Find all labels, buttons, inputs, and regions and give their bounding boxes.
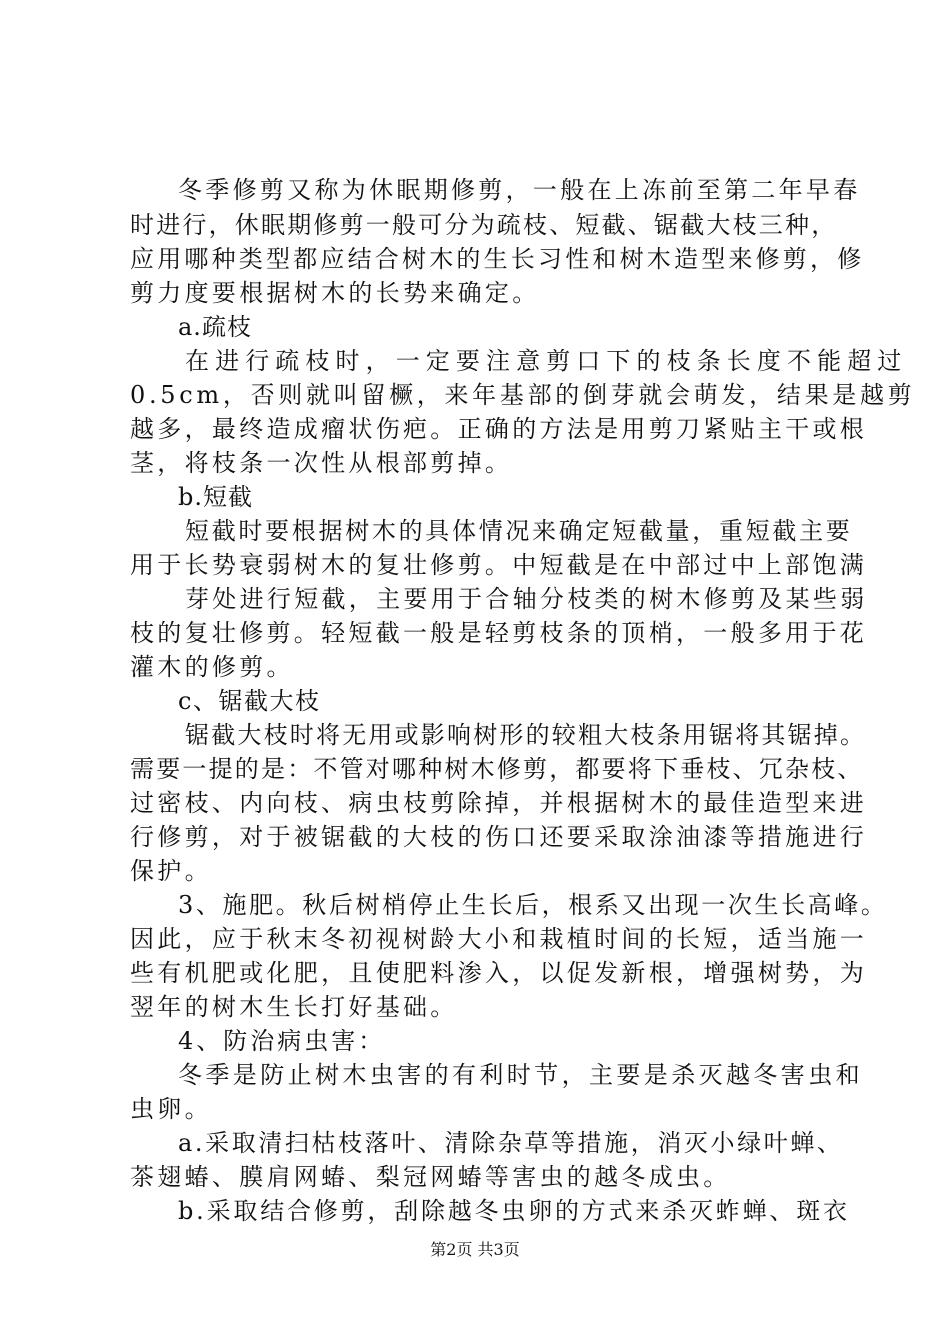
text-line: 些有机肥或化肥，且使肥料渗入，以促发新根，增强树势，为 [130,959,868,987]
text-line: 冬季修剪又称为休眠期修剪，一般在上冻前至第二年早春 [178,176,861,204]
text-line: 灌木的修剪。 [130,653,294,681]
page-footer [0,1240,950,1260]
text-line: 应用哪种类型都应结合树木的生长习性和树木造型来修剪，修 [130,245,865,273]
section-heading: b.短截 [178,483,253,511]
text-line: 用于长势衰弱树木的复壮修剪。中短截是在中部过中上部饱满 [130,551,868,579]
text-line: 0.5cm，否则就叫留橛，来年基部的倒芽就会萌发，结果是越剪 [130,381,916,409]
text-line: 因此，应于秋末冬初视树龄大小和栽植时间的长短，适当施一 [130,925,868,953]
text-line: 越多，最终造成瘤状伤疤。正确的方法是用剪刀紧贴主干或根 [130,415,868,443]
text-line: 在进行疏枝时，一定要注意剪口下的枝条长度不能超过 [185,347,908,375]
text-line: 时进行，休眠期修剪一般可分为疏枝、短截、锯截大枝三种， [130,211,838,239]
section-heading: a.疏枝 [178,313,252,341]
text-line: 芽处进行短截，主要用于合轴分枝类的树木修剪及某些弱 [185,585,868,613]
text-line: 冬季是防止树木虫害的有利时节，主要是杀灭越冬害虫和 [178,1061,863,1089]
text-line: a.采取清扫枯枝落叶、清除杂草等措施，消灭小绿叶蝉、 [178,1129,844,1157]
text-line: 需要一提的是：不管对哪种树木修剪，都要将下垂枝、冗杂枝、 [130,755,864,783]
text-line: 过密枝、内向枝、病虫枝剪除掉，并根据树木的最佳造型来进 [130,789,868,817]
text-line: 茎，将枝条一次性从根部剪掉。 [130,449,513,477]
text-line: b.采取结合修剪，刮除越冬虫卵的方式来杀灭蚱蝉、斑衣 [178,1197,850,1225]
text-line: 枝的复壮修剪。轻短截一般是轻剪枝条的顶梢，一般多用于花 [130,619,868,647]
section-heading: 4、防治病虫害： [178,1027,386,1055]
text-line: 保护。 [130,857,212,885]
text-line: 3、施肥。秋后树梢停止生长后，根系又出现一次生长高峰。 [178,891,888,919]
text-line: 锯截大枝时将无用或影响树形的较粗大枝条用锯将其锯掉。 [185,721,867,749]
section-heading: c、锯截大枝 [178,687,321,715]
page-number: 第2页 共3页 [430,1240,520,1259]
text-line: 虫卵。 [130,1095,212,1123]
text-line: 短截时要根据树木的具体情况来确定短截量，重短截主要 [185,517,853,545]
text-line: 翌年的树木生长打好基础。 [130,993,458,1021]
text-line: 行修剪，对于被锯截的大枝的伤口还要采取涂油漆等措施进行 [130,823,868,851]
text-line: 剪力度要根据树木的长势来确定。 [130,279,540,307]
text-line: 茶翅蝽、膜肩网蝽、梨冠网蝽等害虫的越冬成虫。 [130,1163,731,1191]
